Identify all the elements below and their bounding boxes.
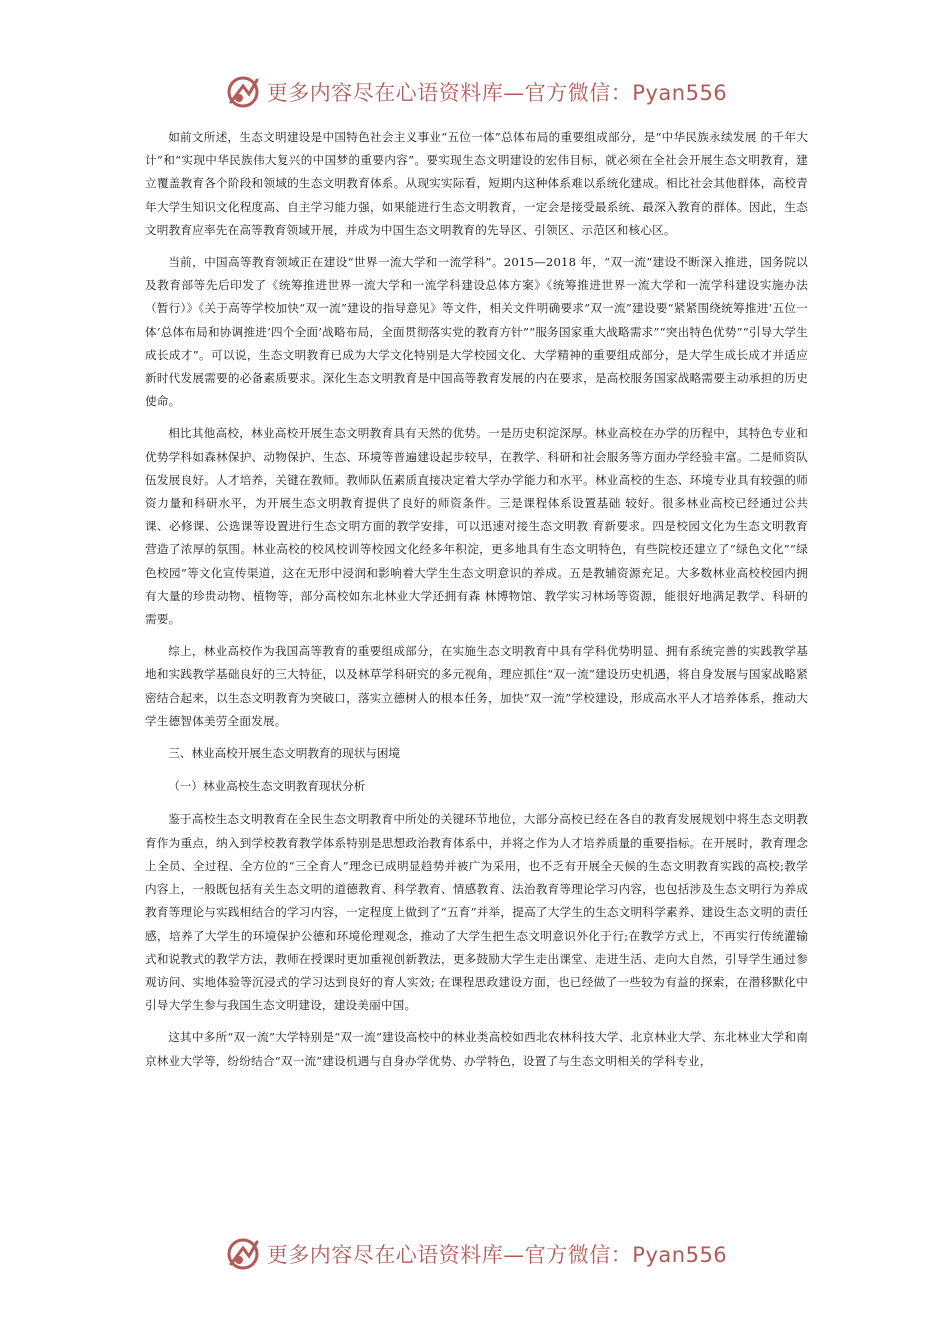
document-body: [145, 126, 808, 1082]
watermark-header: [0, 72, 950, 112]
paragraph-5: 鉴于高校生态文明教育在全民生态文明教育中所处的关键环节地位，大部分高校已经在各自的教育发展规划中将生态文明教育作为重点，纳入到学校教育教学体系特别是思想政治教育体系中，并将之作为人才培养质量的重要指标。在开展时，教育理念上全员、全过程、全方位的“三全育人”理念已成明显趋势并被广为采用，也不乏有开展全天候的生态文明教育实践的高校;教学内容上，一般既包括有关生态文明的道德教育、科学教育、情感教育、法治教育等理论学习内容，也包括涉及生态文明行为养成教育等理论与实践相结合的学习内容，一定程度上做到了“五育”并举，提高了大学生的生态文明科学素养、建设生态文明的责任感，培养了大学生的环境保护公德和环境伦理观念，推动了大学生把生态文明意识外化于行;在教学方式上，不再实行传统灌输式和说教式的教学方法，教师在授课时更加重视创新教法，更多鼓励大学生走出课堂、走进生活、走向大自然，引导学生通过参观访问、实地体验等沉浸式的学习达到良好的育人实效; 在课程思政建设方面，也已经做了一些较为有益的探索，在潜移默化中引导大学生参与我国生态文明建设，建设美丽中国。: [145, 812, 808, 1013]
watermark-text: 更多内容尽在心语资料库—官方微信：Pyan556: [266, 1243, 728, 1267]
watermark-footer: [0, 1234, 950, 1274]
brand-logo-icon: [223, 72, 263, 112]
paragraph-4: 综上，林业高校作为我国高等教育的重要组成部分，在实施生态文明教育中具有学科优势明显、拥有系统完善的实践教学基地和实践教学基础良好的三大特征，以及林草学科研究的多元视角，理应抓住“双一流”建设历史机遇，将自身发展与国家战略紧密结合起来，以生态文明教育为突破口，落实立德树人的根本任务，加快“双一流”学校建设，形成高水平人才培养体系，推动大学生德智体美劳全面发展。: [145, 644, 808, 728]
watermark-text: 更多内容尽在心语资料库—官方微信：Pyan556: [266, 81, 728, 105]
paragraph-2: 当前，中国高等教育领域正在建设“世界一流大学和一流学科”。2015—2018 年，“双一流”建设不断深入推进，国务院以及教育部等先后印发了《统筹推进世界一流大学和一流学科建设总体方案》《统筹推进世界一流大学和一流学科建设实施办法（暂行）》《关于高等学校加快“双一流”建设的指导意见》等文件，相关文件明确要求“双一流”建设要“紧紧围绕统筹推进‘五位一体’总体布局和协调推进‘四个全面’战略布局，全面贯彻落实党的教育方针”“服务国家重大战略需求”“突出特色优势”“引导大学生成长成才”。可以说，生态文明教育已成为大学文化特别是大学校园文化、大学精神的重要组成部分，是大学生成长成才并适应新时代发展需要的必备素质要求。深化生态文明教育是中国高等教育发展的内在要求，是高校服务国家战略需要主动承担的历史使命。: [145, 255, 808, 409]
paragraph-1: 如前文所述，生态文明建设是中国特色社会主义事业“五位一体”总体布局的重要组成部分，是“中华民族永续发展 的千年大计”和“实现中华民族伟大复兴的中国梦的重要内容”。要实现生态文明建设的宏伟目标，就必须在全社会开展生态文明教育，建立覆盖教育各个阶段和领域的生态文明教育体系。从现实实际看，短期内这种体系难以系统化建成。相比社会其他群体，高校青年大学生知识文化程度高、自主学习能力强，如果能进行生态文明教育，一定会是接受最系统、最深入教育的群体。因此，生态文明教育应率先在高等教育领域开展，并成为中国生态文明教育的先导区、引领区、示范区和核心区。: [145, 130, 808, 237]
paragraph-3: 相比其他高校，林业高校开展生态文明教育具有天然的优势。一是历史积淀深厚。林业高校在办学的历程中，其特色专业和优势学科如森林保护、动物保护、生态、环境等普遍建设起步较早，在教学、科研和社会服务等方面办学经验丰富。二是师资队伍发展良好。人才培养，关键在教师。教师队伍素质直接决定着大学办学能力和水平。林业高校的生态、环境专业具有较强的师资力量和科研水平，为开展生态文明教育提供了良好的师资条件。三是课程体系设置基础 较好。很多林业高校已经通过公共课、必修课、公选课等设置进行生态文明方面的教学安排，可以迅速对接生态文明教 育新要求。四是校园文化为生态文明教育营造了浓厚的氛围。林业高校的校风校训等校园文化经多年积淀，更多地具有生态文明特色，有些院校还建立了“绿色文化”“绿色校园”等文化宣传渠道，这在无形中浸润和影响着大学生生态文明意识的养成。五是教辅资源充足。大多数林业高校校园内拥有大量的珍贵动物、植物等，部分高校如东北林业大学还拥有森 林博物馆、教学实习林场等资源，能很好地满足教学、科研的需要。: [145, 426, 808, 627]
paragraph-6: 这其中多所“双一流”大学特别是“双一流”建设高校中的林业类高校如西北农林科技大学、北京林业大学、东北林业大学和南京林业大学等，纷纷结合“双一流”建设机遇与自身办学优势、办学特色，设置了与生态文明相关的学科专业，: [145, 1030, 808, 1068]
section-heading: 三、林业高校开展生态文明教育的现状与困境: [168, 746, 401, 761]
subsection-heading: （一）林业高校生态文明教育现状分析: [168, 779, 366, 794]
brand-logo-icon: [223, 1234, 263, 1274]
